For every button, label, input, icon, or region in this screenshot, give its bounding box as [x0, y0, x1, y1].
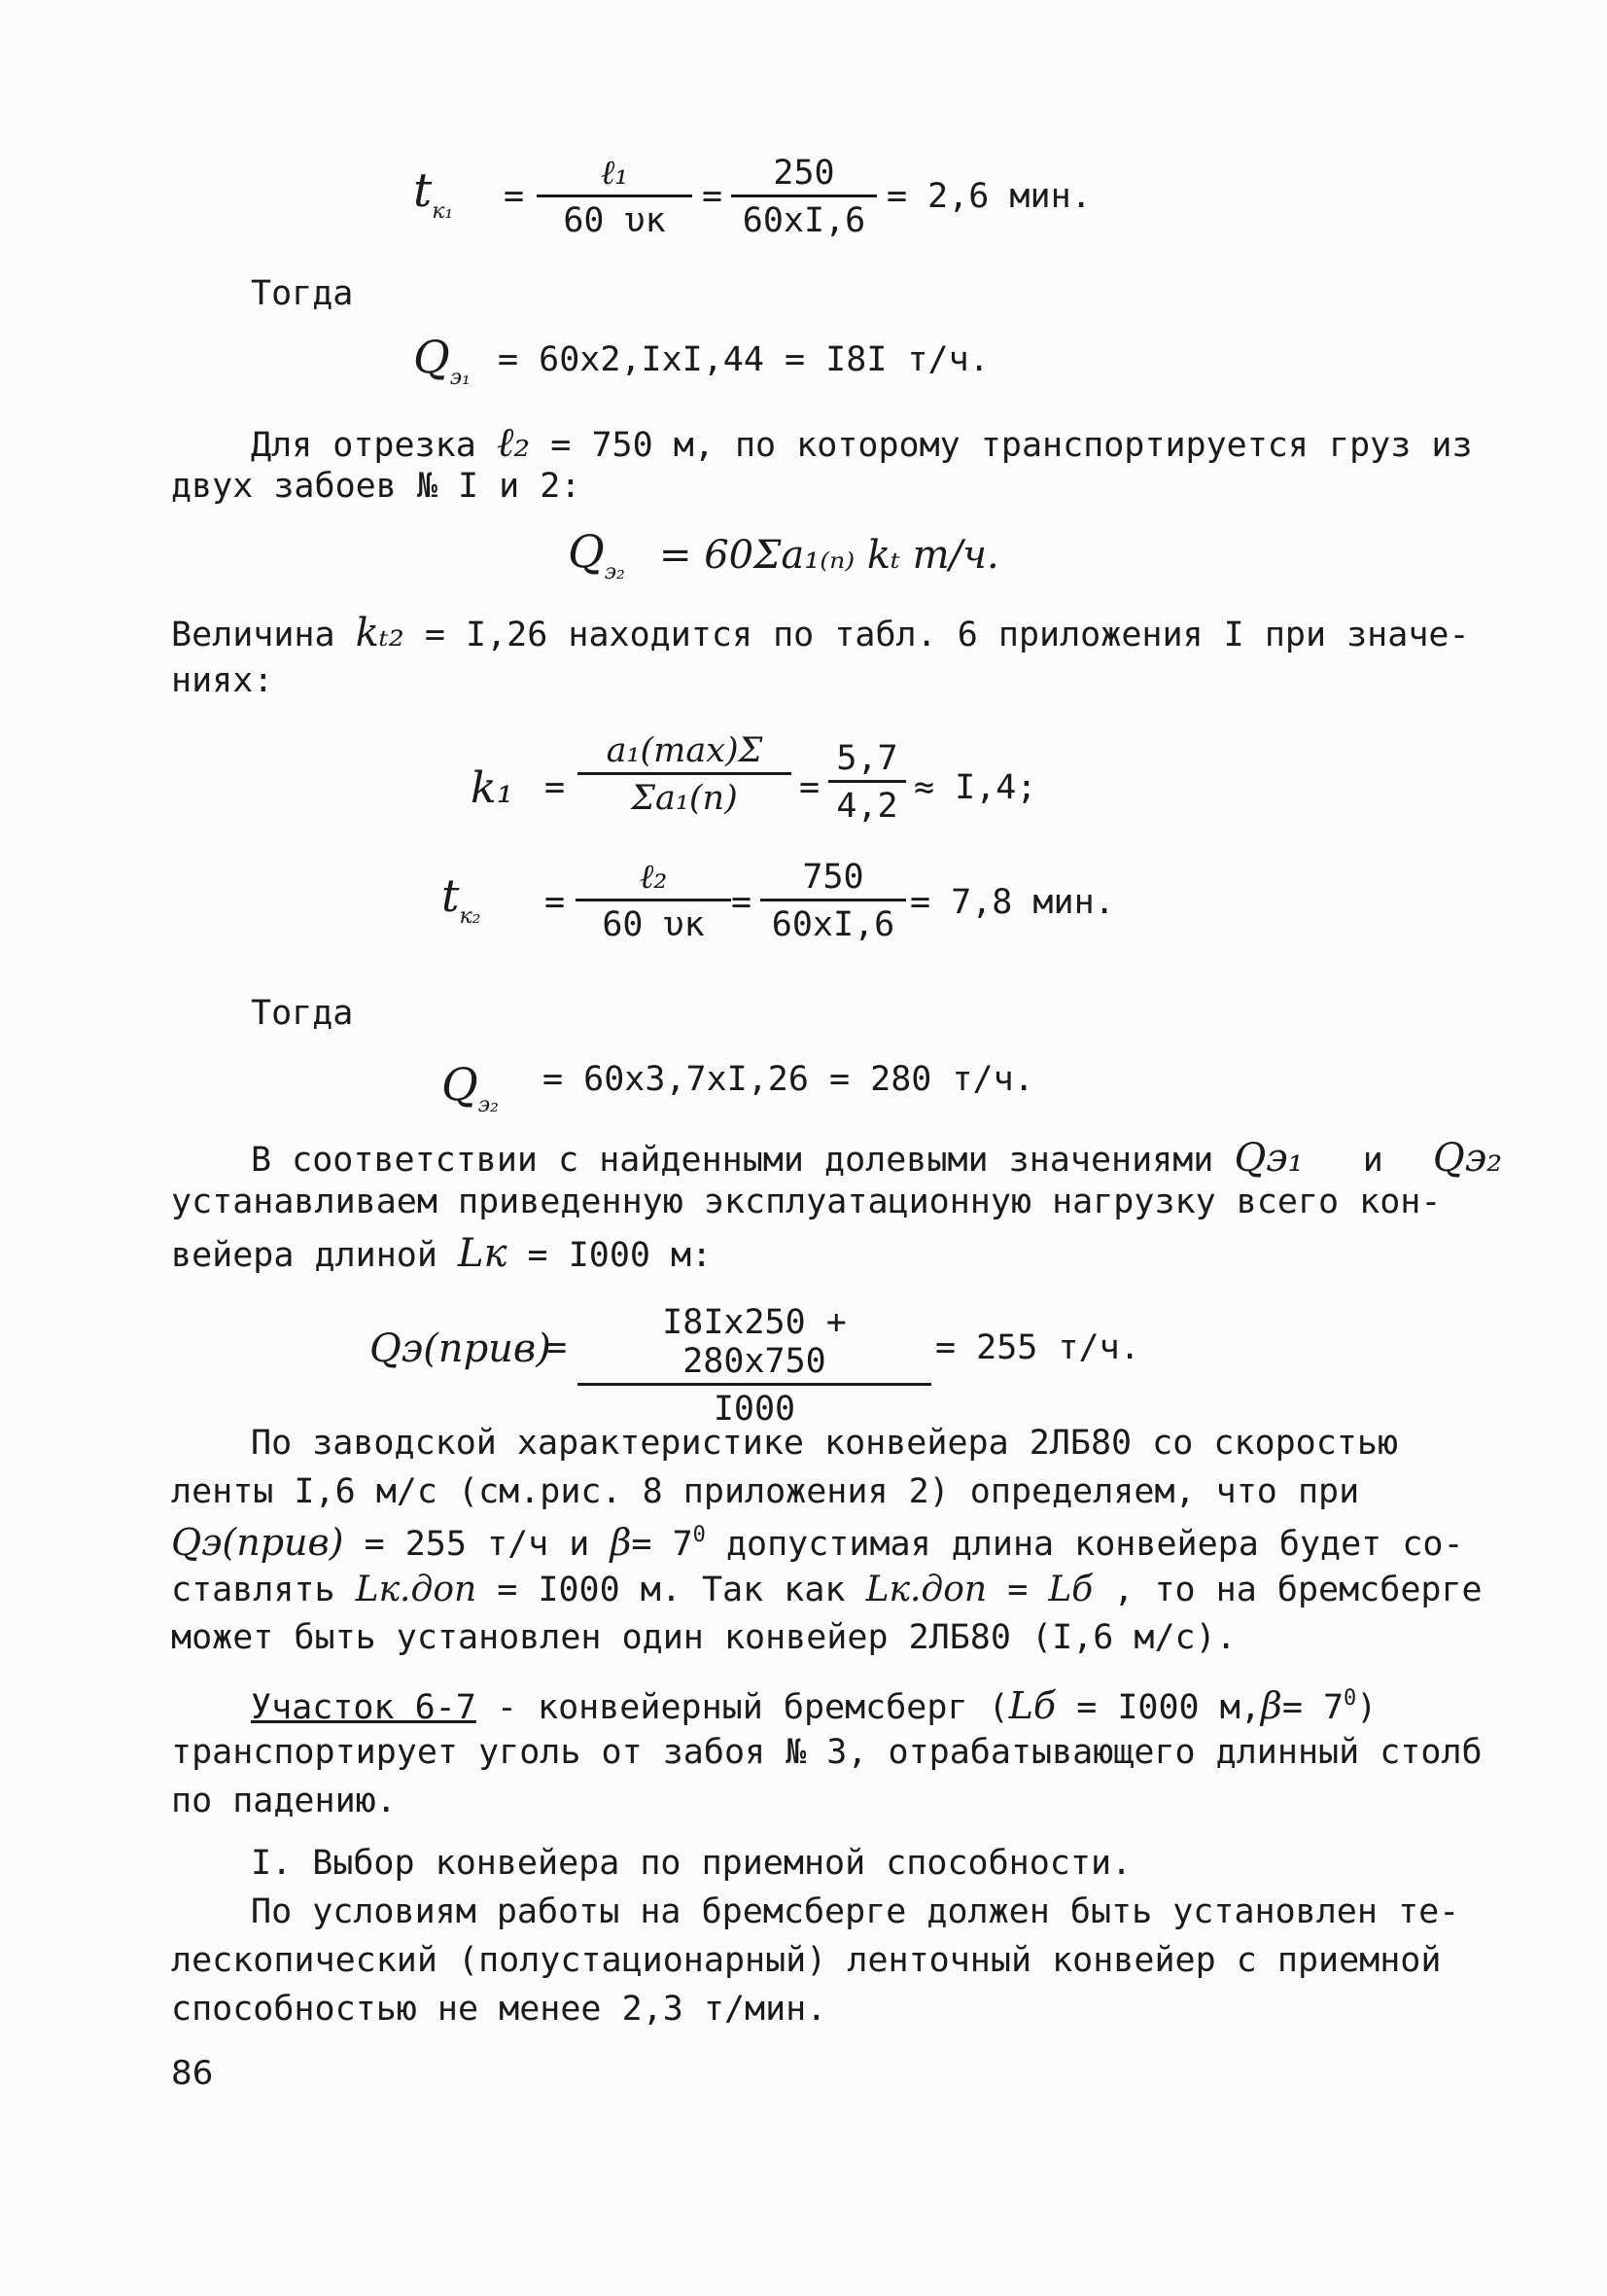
formula-k1-frac1: a₁(max)Σ Σa₁(n) — [577, 731, 791, 818]
para-4-line-4: ставлять Lк.доп = I000 м. Так как Lк.доп = Lб , то на бремсберге — [171, 1570, 1483, 1609]
formula-qe2-value-expr: = 60x3,7xI,26 = 280 т/ч. — [542, 1060, 1034, 1099]
para-3-line-1: В соответствии с найденными долевыми значениями Qэ₁ и Qэ₂ — [251, 1136, 1503, 1181]
formula-tk1-frac2: $\frac{250}{60xI,6}$ — [731, 154, 877, 240]
para-7-line-3: способностью не менее 2,3 т/мин. — [171, 1990, 827, 2029]
formula-qe1-lhs: $Q_{э_1}$ — [413, 331, 471, 390]
formula-tk2-lhs: $t_{к_2}$ — [441, 869, 481, 929]
para-1-line-2: двух забоев № I и 2: — [171, 467, 581, 506]
formula-tk2-result: = 7,8 мин. — [910, 883, 1115, 922]
para-2-line-2: ниях: — [171, 661, 274, 700]
formula-tk1-result: = 2,6 мин. — [887, 177, 1092, 216]
para-4-line-5: может быть установлен один конвейер 2ЛБ80 (I,6 м/с). — [171, 1618, 1237, 1657]
formula-qe2-expr: = 60Σa₁₍ₙ₎ kₜ т/ч. — [659, 533, 999, 578]
para-4-line-1: По заводской характеристике конвейера 2ЛБ80 со скоростью — [251, 1424, 1399, 1463]
para-1-line-1: Для отрезка ℓ₂ = 750 м, по которому транспортируется груз из — [251, 418, 1473, 466]
formula-qe1-expr: = 60x2,IxI,44 = I8I т/ч. — [498, 340, 990, 379]
para-3-line-2: устанавливаем приведенную эксплуатационную нагрузку всего кон- — [171, 1183, 1442, 1221]
para-5-line-3: по падению. — [171, 1782, 397, 1820]
para-4-line-2: ленты I,6 м/с (см.рис. 8 приложения 2) определяем, что при — [171, 1472, 1360, 1511]
formula-qe-priv-lhs: Qэ(прив) — [369, 1326, 551, 1371]
section-heading: Участок 6-7 — [251, 1688, 476, 1727]
para-6: I. Выбор конвейера по приемной способности. — [251, 1844, 1133, 1883]
formula-tk1-eq: = — [504, 177, 525, 216]
formula-qe-priv-result: = 255 т/ч. — [935, 1328, 1140, 1367]
togda-1: Тогда — [251, 274, 354, 313]
formula-tk1-lhs: $t_{к_1}$ — [413, 163, 454, 224]
para-2-line-1: Величина kₜ₂ = I,26 находится по табл. 6 приложения I при значе- — [171, 611, 1470, 655]
page-number: 86 — [171, 2054, 214, 2093]
formula-k1-result: ≈ I,4; — [914, 768, 1037, 807]
formula-tk2-frac1: ℓ₂ 60 υк — [576, 858, 731, 944]
formula-k1-lhs: k₁ — [471, 763, 514, 813]
togda-2: Тогда — [251, 994, 354, 1033]
formula-qe-priv-frac: $\frac{I8Ix250 + 280x750}{I000}$ — [577, 1303, 931, 1429]
formula-k1-frac2: $\frac{5,7}{4,2}$ — [828, 739, 906, 826]
para-4-line-3: Qэ(прив) = 255 т/ч и $\beta= 7^0$ допустимая длина конвейера будет со- — [171, 1521, 1464, 1564]
formula-tk1-frac1: ℓ₁ 60 υк — [537, 154, 692, 240]
formula-qe2-lhs: $Q_{э_2}$ — [568, 525, 625, 584]
para-7-line-1: По условиям работы на бремсберге должен быть установлен те- — [251, 1892, 1460, 1931]
formula-tk2-frac2: $\frac{750}{60xI,6}$ — [760, 858, 906, 944]
para-5-line-1: Участок 6-7 - конвейерный бремсберг (Lб = I000 $м,\beta= 7^0$) — [251, 1684, 1378, 1727]
para-7-line-2: лескопический (полустационарный) ленточный конвейер с приемной — [171, 1941, 1442, 1980]
formula-qe2-value-lhs: $Q_{э_2}$ — [441, 1058, 499, 1117]
para-5-line-2: транспортирует уголь от забоя № 3, отрабатывающего длинный столб — [171, 1733, 1483, 1772]
para-3-line-3: вейера длиной Lк = I000 м: — [171, 1231, 713, 1276]
